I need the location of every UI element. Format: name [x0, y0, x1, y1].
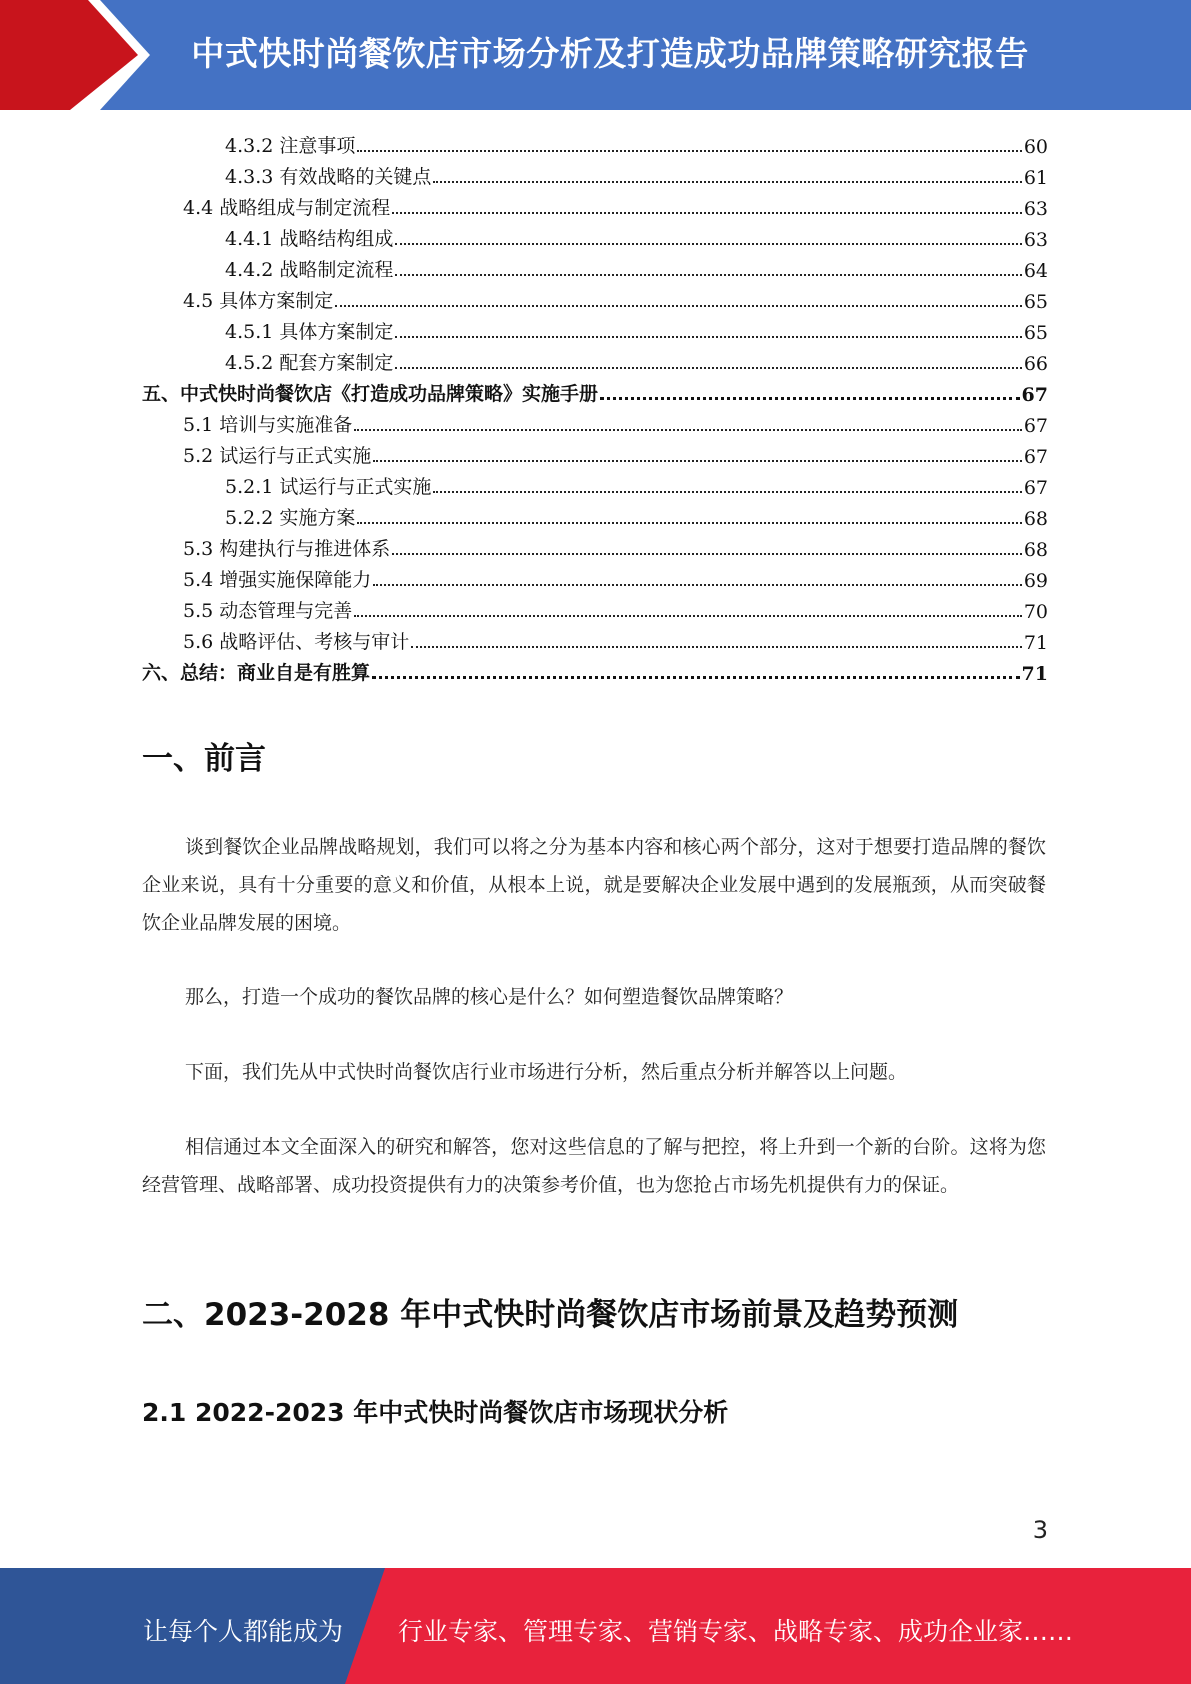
toc-entry[interactable]: 5.4 增强实施保障能力 69 [183, 569, 1048, 592]
paragraph: 下面，我们先从中式快时尚餐饮店行业市场进行分析，然后重点分析并解答以上问题。 [185, 1061, 908, 1083]
toc-entry[interactable]: 4.3.2 注意事项 60 [225, 135, 1048, 158]
toc-entry[interactable]: 4.5.2 配套方案制定 66 [225, 352, 1048, 375]
page-number: 3 [1032, 1516, 1048, 1544]
footer-banner [0, 1568, 1191, 1684]
paragraph: 相信通过本文全面深入的研究和解答，您对这些信息的了解与把控，将上升到一个新的台阶。这将为您经营管理、战略部署、成功投资提供有力的决策参考价值，也为您抢占市场先机提供有力的保证。 [142, 1136, 1046, 1196]
toc-entry[interactable]: 5.1 培训与实施准备 67 [183, 414, 1048, 437]
header-banner [0, 0, 1191, 110]
toc-entry[interactable]: 4.5 具体方案制定 65 [183, 290, 1048, 313]
toc-entry[interactable]: 4.4.1 战略结构组成 63 [225, 228, 1048, 251]
toc-entry[interactable]: 5.3 构建执行与推进体系 68 [183, 538, 1048, 561]
report-title: 中式快时尚餐饮店市场分析及打造成功品牌策略研究报告 [191, 34, 1029, 73]
toc-entry[interactable]: 5.6 战略评估、考核与审计 71 [183, 631, 1048, 654]
paragraph: 谈到餐饮企业品牌战略规划，我们可以将之分为基本内容和核心两个部分，这对于想要打造品牌的餐饮企业来说，具有十分重要的意义和价值，从根本上说，就是要解决企业发展中遇到的发展瓶颈，从而突破餐饮企业品牌发展的困境。 [142, 836, 1046, 934]
section-heading-forecast: 二、2023-2028 年中式快时尚餐饮店市场前景及趋势预测 [142, 1297, 959, 1333]
toc-entry[interactable]: 4.3.3 有效战略的关键点 61 [225, 166, 1048, 189]
toc-chapter-entry[interactable]: 六、总结：商业自是有胜算 71 [142, 662, 1048, 685]
toc-entry[interactable]: 4.4.2 战略制定流程 64 [225, 259, 1048, 282]
paragraph: 那么，打造一个成功的餐饮品牌的核心是什么？如何塑造餐饮品牌策略？ [185, 986, 794, 1008]
toc-entry[interactable]: 5.5 动态管理与完善 70 [183, 600, 1048, 623]
toc-entry[interactable]: 5.2.1 试运行与正式实施 67 [225, 476, 1048, 499]
toc-entry[interactable]: 4.4 战略组成与制定流程 63 [183, 197, 1048, 220]
toc-entry[interactable]: 5.2.2 实施方案 68 [225, 507, 1048, 530]
footer-slogan-right: 行业专家、管理专家、营销专家、战略专家、成功企业家…… [398, 1617, 1074, 1646]
section-heading-preface: 一、前言 [142, 741, 266, 777]
toc-chapter-entry[interactable]: 五、中式快时尚餐饮店《打造成功品牌策略》实施手册 67 [142, 383, 1048, 406]
footer-slogan-left: 让每个人都能成为 [143, 1617, 344, 1646]
toc-entry[interactable]: 4.5.1 具体方案制定 65 [225, 321, 1048, 344]
subsection-heading: 2.1 2022-2023 年中式快时尚餐饮店市场现状分析 [142, 1398, 729, 1427]
toc-entry[interactable]: 5.2 试运行与正式实施 67 [183, 445, 1048, 468]
